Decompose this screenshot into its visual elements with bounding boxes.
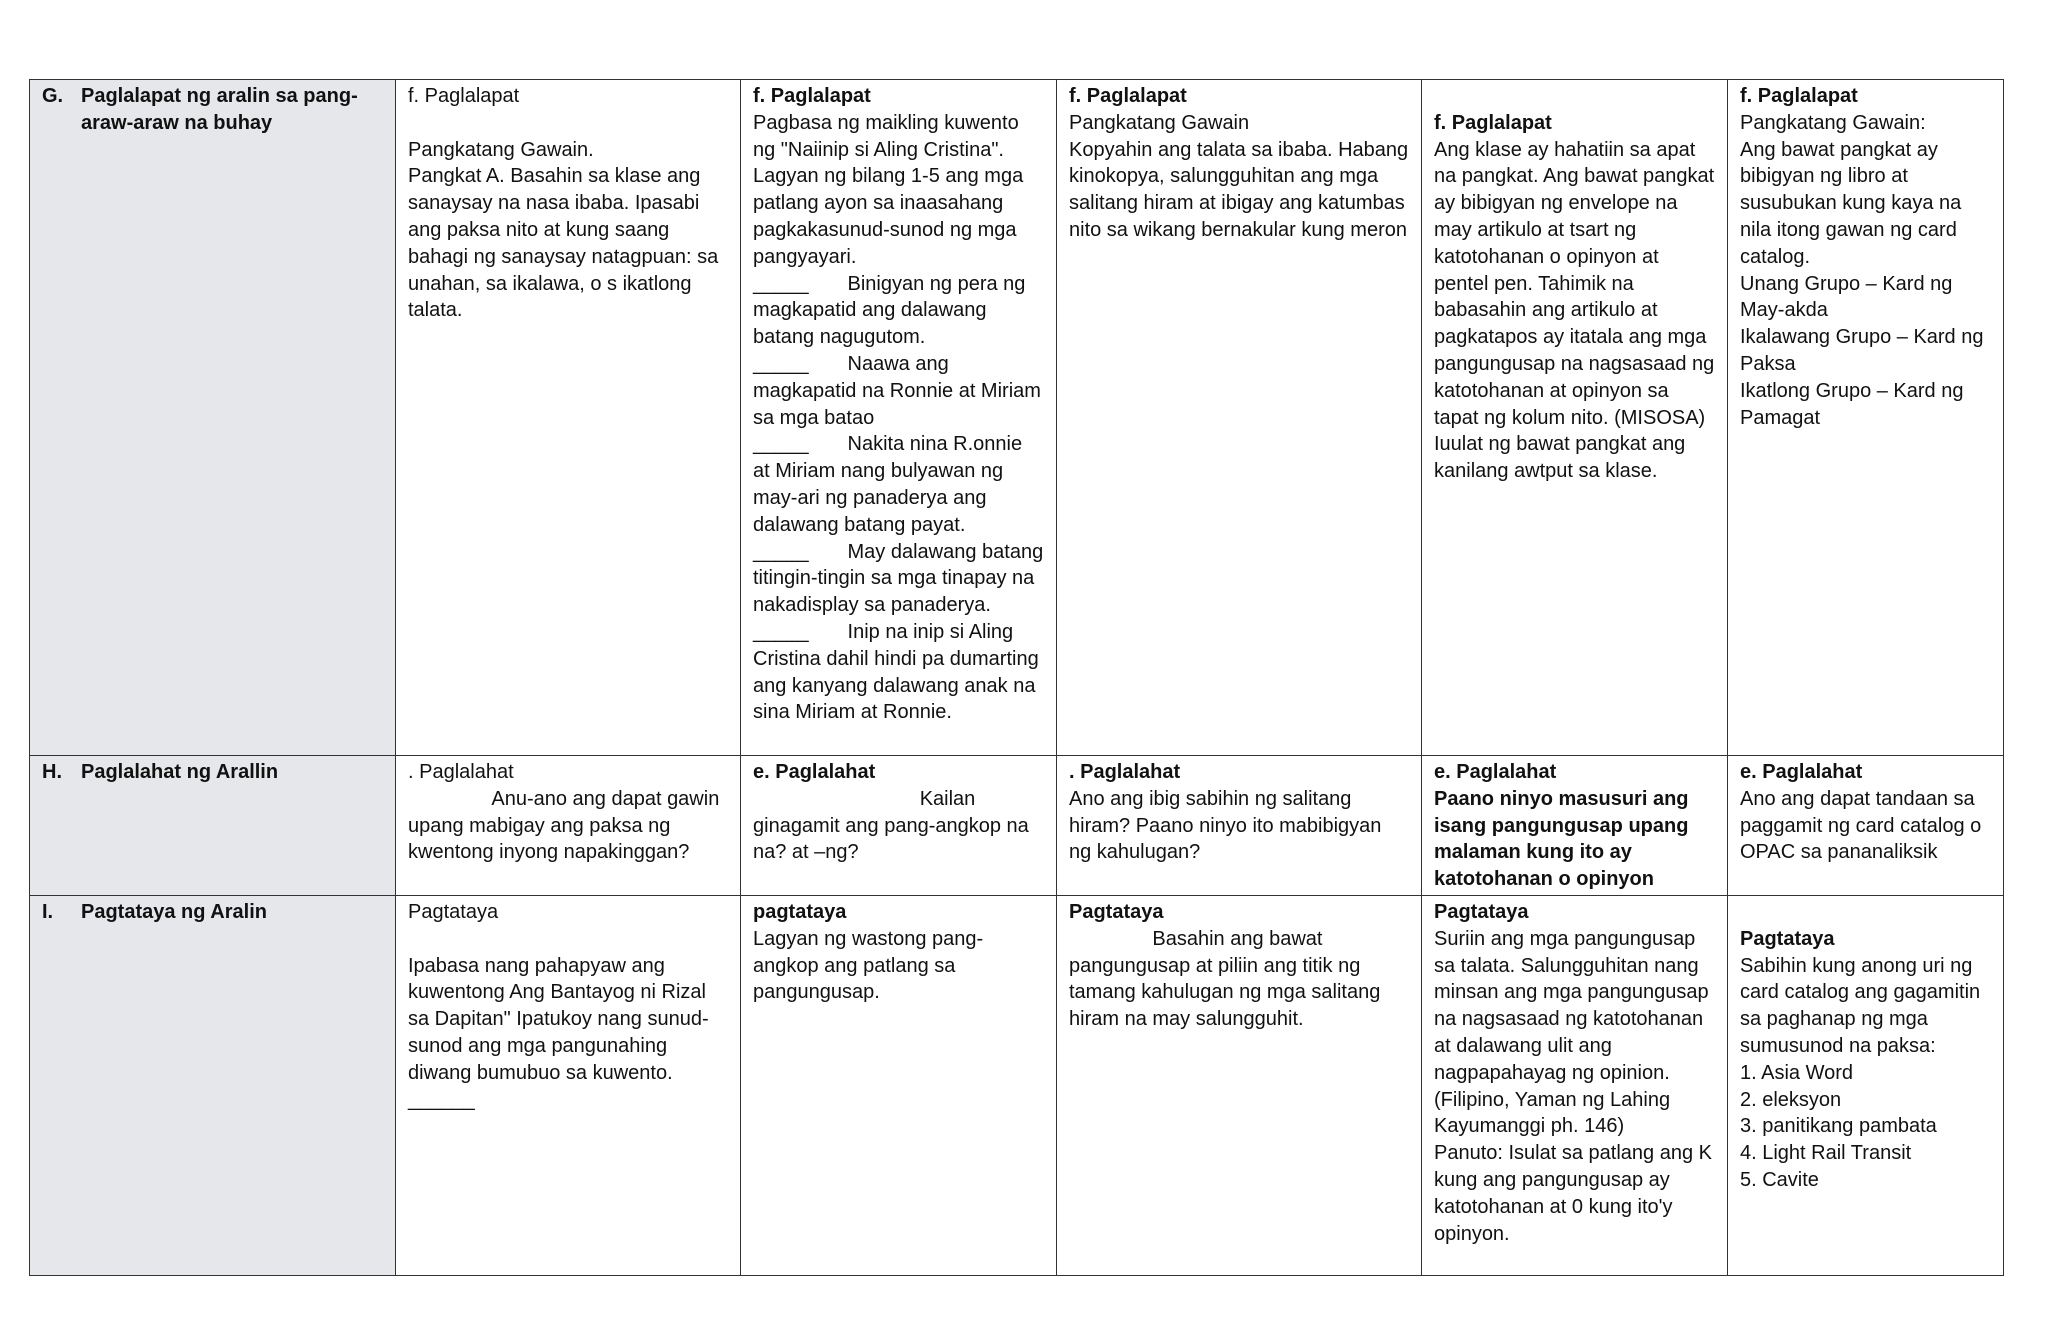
cell-text-line: Pagtataya bbox=[1069, 900, 1164, 923]
table-cell bbox=[396, 756, 741, 896]
cell-text-line: 1. Asia Word bbox=[1740, 1061, 1854, 1084]
cell-text-line: f. Paglalapat bbox=[1069, 85, 1187, 107]
cell-text-line: e. Paglalahat bbox=[1740, 761, 1863, 783]
cell-text-line: Ano ang ibig sabihin ng salitang hiram? Paano ninyo ito mabibigyan ng kahulugan? bbox=[1069, 787, 1387, 864]
cell-text-line: . Paglalahat bbox=[1069, 761, 1181, 783]
row-letter: H. bbox=[42, 761, 62, 783]
row-title: Pagtataya ng Aralin bbox=[81, 900, 267, 923]
table-cell bbox=[1422, 80, 1728, 756]
cell-text-line: Sabihin kung anong uri ng card catalog ang gagamitin sa paghanap ng mga sumusunod na paksa: bbox=[1740, 954, 1986, 1057]
table-cell bbox=[1057, 895, 1422, 1275]
row-letter: I. bbox=[42, 900, 54, 923]
cell-text-line: _____ May dalawang batang titingin-tingin sa mga tinapay na nakadisplay sa panaderya. bbox=[753, 540, 1049, 617]
cell-text-line: e. Paglalahat bbox=[753, 761, 876, 783]
cell-text-line: 2. eleksyon bbox=[1740, 1088, 1842, 1111]
cell-text-line: _____ Inip na inip si Aling Cristina dahil hindi pa dumarting ang kanyang dalawang anak na sina Miriam at Ronnie. bbox=[753, 620, 1045, 724]
row-label bbox=[42, 899, 383, 926]
cell-text-line: _____ Nakita nina R.onnie at Miriam nang bulyawan ng may-ari ng panaderya ang dalawang batang payat. bbox=[753, 433, 1028, 536]
cell-text-line: Paano ninyo masusuri ang isang pangungusap upang malaman kung ito ay katotohanan o opinyon bbox=[1434, 787, 1695, 891]
cell-text-line: 4. Light Rail Transit bbox=[1740, 1142, 1912, 1165]
row-label bbox=[42, 83, 383, 137]
cell-text-line: Kopyahin ang talata sa ibaba. Habang kinokopya, salungguhitan ang mga salitang hiram at ibigay ang katumbas nito sa wikang bernakular kung meron bbox=[1069, 138, 1414, 241]
cell-text-line: Suriin ang mga pangungusap sa talata. Salungguhitan nang minsan ang mga pangungusap na nagsasaad ng katotohanan at dalawang ulit ang nagpapahayag ng opinion. (Filipino, Yaman ng Lahing Kayumanggi ph. 146) bbox=[1434, 927, 1715, 1138]
cell-text-line: _____ Binigyan ng pera ng magkapatid ang dalawang batang nagugutom. bbox=[753, 272, 1031, 349]
cell-text-line: Panuto: Isulat sa patlang ang K kung ang pangungusap ay katotohanan at 0 kung ito'y opinyon. bbox=[1434, 1142, 1718, 1245]
row-title: Paglalapat ng aralin sa pang-araw-araw na buhay bbox=[81, 85, 358, 134]
cell-text-line: Ang klase ay hahatiin sa apat na pangkat. Ang bawat pangkat ay bibigyan ng envelope na may artikulo at tsart ng katotohanan o opinyon at pentel pen. Tahimik na babasahin ang artikulo at pagkatapos ay itatala ang mga pangungusap na nagsasaad ng katotohanan at opinyon sa tapat ng kolum nito. (MISOSA) Iuulat ng bawat pangkat ang kanilang awtput sa klase. bbox=[1434, 138, 1720, 483]
cell-text-line: f. Paglalapat bbox=[1434, 111, 1552, 134]
table-row bbox=[30, 756, 2004, 896]
cell-text-line: Pagbasa ng maikling kuwento ng "Naiinip si Aling Cristina". Lagyan ng bilang 1-5 ang mga patlang ayon sa inaasahang pagkakasunud-sunod ng mga pangyayari. bbox=[753, 111, 1029, 268]
cell-text-line: Pangkatang Gawain. bbox=[408, 138, 594, 161]
cell-text-line: Ipabasa nang pahapyaw ang kuwentong Ang Bantayog ni Rizal sa Dapitan" Ipatukoy nang sunud-sunod ang mga pangunahing diwang bumubuo sa kuwento. bbox=[408, 954, 712, 1084]
cell-text-line: Kailan ginagamit ang pang-angkop na na? at –ng? bbox=[753, 787, 1035, 864]
cell-text-line: Lagyan ng wastong pang-angkop ang patlang sa pangungusap. bbox=[753, 927, 984, 1004]
cell-text-line: Pangkat A. Basahin sa klase ang sanaysay na nasa ibaba. Ipasabi ang paksa nito at kung saang bahagi ng sanaysay natagpuan: sa unahan, sa ikalawa, o s ikatlong talata. bbox=[408, 165, 724, 322]
table-cell bbox=[741, 756, 1057, 896]
row-label bbox=[42, 759, 383, 786]
table-cell bbox=[1728, 80, 2004, 756]
cell-text-line: Ikalawang Grupo – Kard ng Paksa bbox=[1740, 326, 1990, 375]
cell-text-line: Anu-ano ang dapat gawin upang mabigay ang paksa ng kwentong inyong napakinggan? bbox=[408, 787, 725, 864]
cell-text-line: Unang Grupo – Kard ng May-akda bbox=[1740, 272, 1958, 322]
row-letter: G. bbox=[42, 85, 64, 107]
row-title: Paglalahat ng Arallin bbox=[81, 761, 279, 783]
cell-text-line: e. Paglalahat bbox=[1434, 761, 1557, 783]
cell-text-line: Ang bawat pangkat ay bibigyan ng libro at susubukan kung kaya na nila itong gawan ng card catalog. bbox=[1740, 138, 1967, 268]
table-cell bbox=[741, 895, 1057, 1275]
cell-text-line: ______ bbox=[408, 1088, 475, 1111]
cell-text-line: Pangkatang Gawain: bbox=[1740, 111, 1926, 134]
table-cell bbox=[1728, 756, 2004, 896]
cell-text-line: pagtataya bbox=[753, 900, 847, 923]
cell-text-line bbox=[408, 110, 728, 137]
row-label-cell bbox=[30, 895, 396, 1275]
table-cell bbox=[396, 80, 741, 756]
cell-text-line: Pangkatang Gawain bbox=[1069, 111, 1250, 134]
lesson-plan-body bbox=[30, 80, 2004, 1276]
cell-text-line: Basahin ang bawat pangungusap at piliin ang titik ng tamang kahulugan ng mga salitang hiram na may salungguhit. bbox=[1069, 927, 1386, 1031]
table-row bbox=[30, 895, 2004, 1275]
table-cell bbox=[1728, 895, 2004, 1275]
cell-text-line: f. Paglalapat bbox=[753, 85, 871, 107]
cell-text-line: Pagtataya bbox=[1434, 900, 1529, 923]
cell-text-line: Ano ang dapat tandaan sa paggamit ng card catalog o OPAC sa pananaliksik bbox=[1740, 787, 1987, 864]
table-cell bbox=[1422, 895, 1728, 1275]
lesson-plan-table bbox=[29, 79, 2004, 1276]
row-label-cell bbox=[30, 80, 396, 756]
cell-text-line: Pagtataya bbox=[408, 900, 499, 923]
cell-text-line bbox=[408, 926, 728, 953]
table-row bbox=[30, 80, 2004, 756]
table-cell bbox=[1057, 80, 1422, 756]
table-cell bbox=[1057, 756, 1422, 896]
cell-text-line: _____ Naawa ang magkapatid na Ronnie at Miriam sa mga batao bbox=[753, 352, 1047, 429]
cell-text-line: 3. panitikang pambata bbox=[1740, 1115, 1937, 1138]
table-cell bbox=[396, 895, 741, 1275]
cell-text-line: f. Paglalapat bbox=[408, 85, 520, 107]
cell-text-line: . Paglalahat bbox=[408, 761, 514, 783]
cell-text-line: Ikatlong Grupo – Kard ng Pamagat bbox=[1740, 379, 1970, 429]
cell-text-line: f. Paglalapat bbox=[1740, 85, 1858, 107]
table-cell bbox=[1422, 756, 1728, 896]
cell-text-line bbox=[1434, 83, 1715, 110]
row-label-cell bbox=[30, 756, 396, 896]
table-cell bbox=[741, 80, 1057, 756]
cell-text-line: 5. Cavite bbox=[1740, 1168, 1819, 1191]
cell-text-line: Pagtataya bbox=[1740, 927, 1835, 950]
cell-text-line bbox=[1740, 899, 1991, 926]
